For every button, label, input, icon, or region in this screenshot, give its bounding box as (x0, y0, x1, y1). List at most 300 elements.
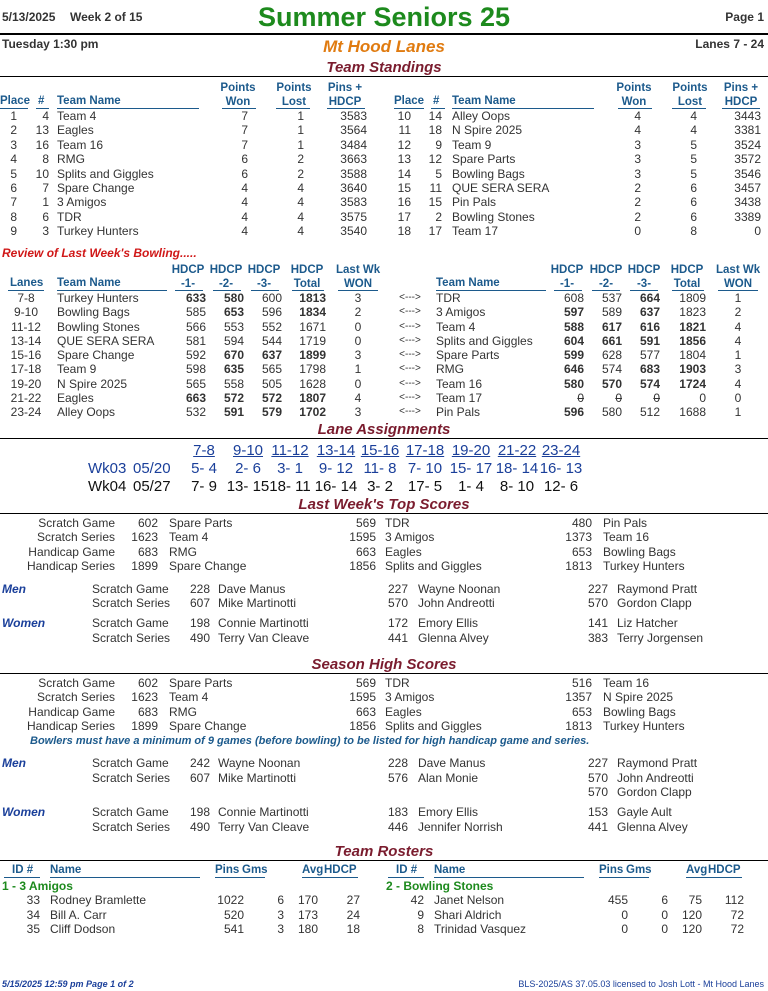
won: 0 (354, 333, 362, 348)
score-row (0, 771, 768, 785)
bowler-pins: 0 (621, 922, 628, 936)
score: 598 (185, 362, 206, 377)
won: 0 (354, 319, 362, 334)
bowler-games: 0 (661, 907, 668, 922)
score-team: Bowling Bags (603, 704, 676, 719)
versus: <---> (399, 292, 421, 303)
points-won: 6 (241, 152, 248, 167)
team-number: 8 (42, 152, 49, 167)
score-team: Spare Parts (169, 516, 233, 530)
score: 585 (185, 305, 206, 320)
score-label: Scratch Game (92, 616, 169, 631)
lane-assignments (0, 440, 768, 496)
score: 683 (639, 362, 660, 377)
points-won: 3 (634, 152, 641, 167)
standings-row (0, 210, 384, 224)
versus: <---> (399, 334, 421, 346)
score-label: Scratch Game (38, 676, 115, 690)
points-lost: 6 (690, 209, 697, 224)
week-label: Wk04 (88, 478, 127, 495)
score-label: Scratch Series (36, 690, 115, 705)
score: 581 (185, 333, 206, 348)
points-lost: 1 (297, 123, 304, 138)
lane-pair-header: 7-8 (193, 442, 215, 459)
score: 1702 (299, 405, 326, 420)
score-team: 3 Amigos (385, 690, 435, 705)
team-name: Spare Parts (436, 348, 500, 363)
roster-team-name: 2 - Bowling Stones (386, 879, 494, 893)
points-won: 4 (241, 180, 248, 195)
score: 646 (563, 362, 584, 377)
team-number: 9 (435, 137, 442, 152)
score-row (0, 631, 768, 645)
matchup: 13- 15 (226, 478, 270, 495)
col-pts-lost-2: Points Lost (672, 82, 708, 108)
points-lost: 5 (690, 166, 697, 181)
score: 570 (601, 376, 622, 391)
won: 3 (354, 291, 362, 305)
standings-row (395, 123, 768, 137)
score-value: 1623 (131, 530, 158, 545)
team-name: Team 9 (452, 137, 492, 152)
pins-hdcp: 3524 (734, 137, 761, 152)
won: 4 (734, 333, 742, 348)
score: 617 (601, 319, 622, 334)
team-name: Spare Change (57, 348, 135, 363)
review-col-g2: HDCP -2- (209, 264, 243, 290)
score: 661 (601, 333, 622, 348)
col-place: Place (0, 95, 31, 107)
matchup: 5- 4 (191, 460, 217, 477)
score-value: 480 (571, 516, 592, 530)
lanes: 11-12 (11, 319, 41, 334)
bowler-name: Shari Aldrich (434, 907, 502, 922)
men-label: Men (2, 581, 26, 596)
place: 14 (397, 166, 411, 181)
score: 558 (223, 376, 244, 391)
score-label: Handicap Game (28, 544, 115, 559)
score-row (0, 719, 768, 733)
score: 577 (639, 348, 660, 363)
score: 572 (261, 391, 282, 406)
standings-row (0, 138, 384, 152)
bowler-games: 3 (277, 922, 284, 936)
score: 574 (601, 362, 622, 377)
team-name: RMG (436, 362, 464, 377)
lanes: 17-18 (10, 362, 42, 377)
bowler-name: Terry Van Cleave (218, 819, 310, 834)
team-name: Spare Change (57, 180, 135, 195)
score: 566 (185, 319, 206, 334)
team-number: 3 (42, 224, 49, 239)
score-value: 198 (189, 616, 210, 631)
place: 1 (10, 109, 17, 123)
score: 572 (223, 391, 244, 406)
score-row (0, 690, 768, 704)
team-number: 14 (428, 109, 442, 123)
matchup: 7- 9 (191, 478, 217, 495)
roster-col-name: Name (434, 864, 466, 876)
place: 13 (397, 152, 411, 167)
score: 1807 (299, 391, 326, 406)
score: 591 (639, 333, 660, 348)
place: 12 (397, 137, 411, 152)
col-pts-won-2: Points Won (616, 82, 652, 108)
col-team-2: Team Name (452, 95, 516, 107)
lanes-range: Lanes 7 - 24 (695, 37, 764, 51)
score-label: Scratch Game (38, 516, 115, 530)
score: 1856 (679, 333, 706, 348)
score-team: TDR (385, 516, 410, 530)
points-lost: 1 (297, 109, 304, 123)
men-label: Men (2, 756, 26, 771)
roster-rule (686, 877, 742, 878)
points-lost: 8 (690, 224, 697, 239)
won: 1 (354, 362, 362, 377)
score-team: Spare Change (169, 559, 247, 574)
score-label: Scratch Game (92, 581, 169, 596)
place: 15 (397, 180, 411, 195)
score-label: Handicap Game (28, 704, 115, 719)
review-col-team-2: Team Name (436, 277, 500, 289)
league-title: Summer Seniors 25 (257, 2, 511, 32)
score-value: 172 (387, 616, 408, 631)
score: 600 (261, 291, 282, 305)
team-name: Bowling Bags (452, 166, 525, 181)
pins-hdcp: 3438 (734, 195, 761, 210)
versus: <---> (399, 406, 421, 418)
score-row (0, 516, 768, 530)
bowler-average: 75 (688, 893, 702, 907)
bowler-handicap: 27 (346, 893, 360, 907)
bowler-pins: 1022 (217, 893, 244, 907)
review-col-g1: HDCP -1- (171, 264, 205, 290)
team-name: Spare Parts (452, 152, 516, 167)
review-col-won-2: Last Wk WON (716, 264, 761, 290)
score-value: 1856 (349, 719, 376, 734)
roster-rule (50, 877, 200, 878)
roster-rule (434, 877, 584, 878)
standings-title: Team Standings (326, 59, 442, 76)
roster-col-hdcp: HDCP (708, 864, 741, 876)
score-value: 576 (387, 770, 408, 785)
score-value: 1813 (565, 559, 592, 574)
won: 0 (734, 391, 742, 406)
bowler-name: Raymond Pratt (617, 581, 698, 596)
roster-col-id: ID # (12, 864, 34, 876)
bowler-name: Dave Manus (218, 581, 286, 596)
points-lost: 4 (690, 123, 697, 138)
matchup: 16- 13 (539, 460, 583, 477)
points-lost: 1 (297, 137, 304, 152)
team-name: Team 4 (57, 109, 97, 123)
score-value: 569 (355, 676, 376, 690)
review-col-total-2: HDCP Total (670, 264, 704, 290)
roster-col-name: Name (50, 864, 82, 876)
score-value: 570 (587, 596, 608, 610)
pins-hdcp: 0 (754, 224, 761, 239)
roster-col-avg: Avg (302, 864, 324, 876)
score-value: 570 (387, 596, 408, 610)
col-pts-lost: Points Lost (276, 82, 312, 108)
points-won: 0 (634, 224, 641, 239)
points-won: 2 (634, 180, 641, 195)
score-team: TDR (385, 676, 410, 690)
score: 1671 (299, 319, 326, 334)
won: 2 (354, 305, 362, 320)
standings-row (395, 181, 768, 195)
roster-col-pins: Pins (215, 864, 240, 876)
score-team: Bowling Bags (603, 544, 676, 559)
score-value: 1623 (131, 690, 158, 705)
score-row (0, 805, 768, 819)
score-value: 663 (355, 704, 376, 719)
lane-pair-header: 9-10 (232, 442, 264, 459)
score: 664 (639, 291, 660, 305)
lane-pair-header: 21-22 (497, 442, 537, 459)
place: 6 (10, 180, 17, 195)
review-row (0, 334, 768, 348)
pins-hdcp: 3663 (340, 152, 367, 167)
points-lost: 4 (690, 109, 697, 123)
score: 553 (223, 319, 244, 334)
roster-rule (599, 877, 649, 878)
score: 1798 (299, 362, 326, 377)
score: 1834 (299, 305, 326, 320)
score-team: Turkey Hunters (603, 719, 685, 734)
review-col-total: HDCP Total (290, 264, 324, 290)
score-value: 663 (355, 544, 376, 559)
score-value: 227 (587, 756, 608, 771)
score: 505 (261, 376, 282, 391)
roster-col-pins: Pins (599, 864, 624, 876)
score: 1899 (299, 348, 326, 363)
score-row (0, 676, 768, 690)
bowler-name: Gordon Clapp (617, 596, 692, 610)
min-games-note: Bowlers must have a minimum of 9 games (before bowling) to be listed for high handicap game and series. (30, 734, 590, 747)
lanes: 23-24 (10, 405, 42, 420)
score-value: 607 (189, 596, 210, 610)
bowler-average: 173 (297, 907, 318, 922)
score: 592 (185, 348, 206, 363)
women-label: Women (2, 616, 46, 631)
col-num-2: # (433, 95, 440, 107)
score-value: 1595 (349, 690, 376, 705)
score: 580 (563, 376, 584, 391)
week-date: 05/27 (133, 478, 171, 495)
score-row (0, 530, 768, 544)
standings-row (0, 152, 384, 166)
pins-hdcp: 3546 (734, 166, 761, 181)
versus: <---> (399, 392, 421, 404)
team-number: 12 (428, 152, 442, 167)
team-number: 1 (42, 195, 49, 210)
score-value: 227 (387, 581, 408, 596)
bowler-id: 42 (410, 893, 424, 907)
versus: <---> (399, 363, 421, 375)
bowler-average: 170 (297, 893, 318, 907)
review-col-won: Last Wk WON (336, 264, 381, 290)
matchup: 7- 10 (407, 460, 443, 477)
score: 604 (563, 333, 584, 348)
won: 4 (354, 391, 362, 406)
review-row (0, 377, 768, 391)
roster-col-avg: Avg (686, 864, 708, 876)
report-date: 5/13/2025 (2, 10, 56, 24)
score: 616 (639, 319, 660, 334)
matchup: 12- 6 (543, 478, 579, 495)
team-name: Eagles (57, 391, 94, 406)
score: 579 (261, 405, 282, 420)
points-won: 2 (634, 195, 641, 210)
score: 635 (223, 362, 244, 377)
place: 17 (397, 209, 411, 224)
team-name: Pin Pals (436, 405, 481, 420)
score-team: Team 4 (169, 530, 209, 545)
score-value: 1357 (565, 690, 592, 705)
team-number: 10 (35, 166, 49, 181)
score-label: Handicap Series (26, 559, 115, 574)
team-name: Bowling Bags (57, 305, 130, 320)
team-rosters (0, 862, 768, 942)
team-name: Team 17 (452, 224, 499, 239)
team-name: Team 9 (57, 362, 97, 377)
points-won: 3 (634, 137, 641, 152)
points-lost: 2 (297, 152, 304, 167)
points-won: 6 (241, 166, 248, 181)
standings-row (0, 195, 384, 209)
lanes: 13-14 (10, 333, 42, 348)
bowler-id: 33 (26, 893, 40, 907)
roster-col-id: ID # (396, 864, 418, 876)
points-lost: 4 (297, 180, 304, 195)
score: 565 (261, 362, 282, 377)
bowler-name: John Andreotti (418, 596, 495, 610)
score-row (0, 559, 768, 573)
score-team: Spare Change (169, 719, 247, 734)
score: 1809 (679, 291, 706, 305)
pins-hdcp: 3484 (340, 137, 367, 152)
score: 0 (577, 391, 584, 406)
lane-pair-header: 15-16 (360, 442, 400, 459)
bowler-name: Terry Van Cleave (218, 630, 310, 645)
team-name: Team 16 (57, 137, 104, 152)
team-name: QUE SERA SERA (57, 333, 155, 348)
bowler-games: 3 (277, 907, 284, 922)
score-value: 490 (189, 630, 210, 645)
score: 512 (639, 405, 660, 420)
center-name: Mt Hood Lanes (323, 37, 445, 56)
score-team: Splits and Giggles (385, 719, 482, 734)
score: 663 (185, 391, 206, 406)
review-col-team: Team Name (57, 277, 121, 289)
score: 1628 (299, 376, 326, 391)
bowler-name: Dave Manus (418, 756, 486, 771)
standings-row (0, 181, 384, 195)
team-number: 7 (42, 180, 49, 195)
bowler-name: Glenna Alvey (617, 819, 688, 834)
week-label: Wk03 (88, 460, 127, 477)
won: 1 (734, 348, 742, 363)
review-table (0, 291, 768, 420)
place: 11 (398, 123, 411, 138)
score-value: 228 (387, 756, 408, 771)
pins-hdcp: 3443 (734, 109, 761, 123)
day-time: Tuesday 1:30 pm (2, 37, 99, 51)
bowler-id: 9 (417, 907, 424, 922)
team-number: 4 (42, 109, 49, 123)
score-value: 570 (587, 784, 608, 799)
bowler-pins: 520 (223, 907, 244, 922)
standings-row (395, 224, 768, 238)
score-team: Pin Pals (603, 516, 648, 530)
women-label: Women (2, 805, 46, 820)
bowler-name: Emory Ellis (418, 616, 479, 631)
score: 544 (261, 333, 282, 348)
review-row (0, 291, 768, 305)
team-name: Alley Oops (57, 405, 116, 420)
score: 574 (639, 376, 660, 391)
review-row (0, 305, 768, 319)
bowler-name: Jennifer Norrish (418, 819, 503, 834)
score: 580 (223, 291, 244, 305)
review-row (0, 348, 768, 362)
bowler-name: Mike Martinotti (218, 596, 297, 610)
col-pins-2: Pins + HDCP (723, 82, 759, 108)
score: 633 (185, 291, 206, 305)
points-won: 2 (634, 209, 641, 224)
score-value: 228 (189, 581, 210, 596)
score-team: Eagles (385, 544, 422, 559)
points-lost: 4 (297, 209, 304, 224)
col-num: # (38, 95, 45, 107)
score-row (0, 785, 768, 799)
bowler-id: 8 (417, 922, 424, 936)
score-row (0, 596, 768, 610)
bowler-name: Gordon Clapp (617, 784, 692, 799)
score: 653 (223, 305, 244, 320)
score: 628 (601, 348, 622, 363)
bowler-name: Cliff Dodson (50, 922, 116, 936)
team-number: 16 (35, 137, 49, 152)
score: 1804 (679, 348, 706, 363)
score-value: 569 (355, 516, 376, 530)
standings-row (395, 195, 768, 209)
score-value: 490 (189, 819, 210, 834)
score: 565 (185, 376, 206, 391)
lanes: 19-20 (10, 376, 42, 391)
score: 589 (601, 305, 622, 320)
points-won: 3 (634, 166, 641, 181)
won: 2 (734, 305, 742, 320)
bowler-games: 6 (277, 893, 284, 907)
team-name: Turkey Hunters (57, 224, 139, 239)
bowler-handicap: 18 (346, 922, 360, 936)
points-lost: 2 (297, 166, 304, 181)
bowler-name: Bill A. Carr (50, 907, 107, 922)
score-value: 242 (189, 756, 210, 771)
pins-hdcp: 3457 (734, 180, 761, 195)
score-label: Scratch Series (92, 596, 171, 610)
score-team: 3 Amigos (385, 530, 435, 545)
team-number: 18 (428, 123, 442, 138)
pins-hdcp: 3583 (340, 109, 367, 123)
team-name: Alley Oops (452, 109, 511, 123)
bowler-handicap: 112 (724, 893, 744, 907)
score-value: 1856 (349, 559, 376, 574)
review-row (0, 405, 768, 419)
points-lost: 5 (690, 137, 697, 152)
